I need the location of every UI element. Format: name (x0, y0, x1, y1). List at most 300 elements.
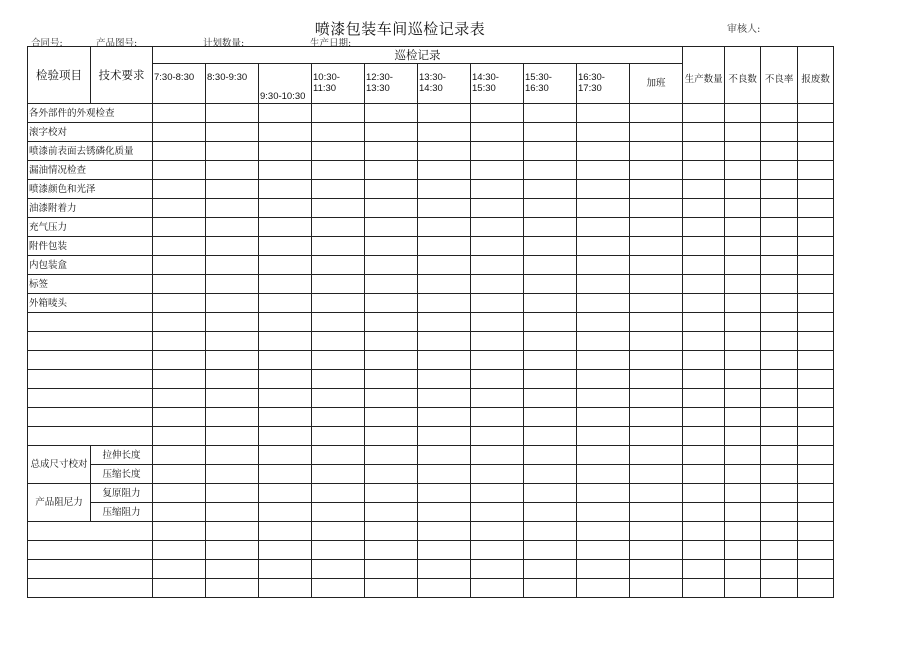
record-cell[interactable] (798, 313, 834, 332)
record-cell[interactable] (418, 123, 471, 142)
record-cell[interactable] (153, 427, 206, 446)
record-cell[interactable] (725, 522, 761, 541)
record-cell[interactable] (471, 104, 524, 123)
record-cell[interactable] (577, 256, 630, 275)
record-cell[interactable] (418, 465, 471, 484)
record-cell[interactable] (365, 579, 418, 598)
record-cell[interactable] (259, 370, 312, 389)
record-cell[interactable] (683, 560, 725, 579)
record-cell[interactable] (683, 503, 725, 522)
record-cell[interactable] (798, 484, 834, 503)
record-cell[interactable] (365, 275, 418, 294)
record-cell[interactable] (259, 142, 312, 161)
record-cell[interactable] (577, 389, 630, 408)
record-cell[interactable] (365, 142, 418, 161)
record-cell[interactable] (577, 351, 630, 370)
record-cell[interactable] (312, 541, 365, 560)
record-cell[interactable] (418, 446, 471, 465)
record-cell[interactable] (206, 408, 259, 427)
record-cell[interactable] (418, 313, 471, 332)
record-cell[interactable] (206, 503, 259, 522)
record-cell[interactable] (683, 142, 725, 161)
record-cell[interactable] (683, 294, 725, 313)
record-cell[interactable] (683, 161, 725, 180)
record-cell[interactable] (206, 332, 259, 351)
record-cell[interactable] (798, 218, 834, 237)
record-cell[interactable] (761, 199, 798, 218)
record-cell[interactable] (312, 503, 365, 522)
record-cell[interactable] (524, 541, 577, 560)
record-cell[interactable] (312, 275, 365, 294)
record-cell[interactable] (418, 484, 471, 503)
record-cell[interactable] (259, 465, 312, 484)
record-cell[interactable] (312, 313, 365, 332)
record-cell[interactable] (524, 256, 577, 275)
record-cell[interactable] (206, 180, 259, 199)
record-cell[interactable] (418, 237, 471, 256)
record-cell[interactable] (798, 104, 834, 123)
record-cell[interactable] (471, 541, 524, 560)
record-cell[interactable] (365, 541, 418, 560)
record-cell[interactable] (312, 256, 365, 275)
record-cell[interactable] (761, 256, 798, 275)
record-cell[interactable] (259, 237, 312, 256)
record-cell[interactable] (312, 351, 365, 370)
record-cell[interactable] (798, 199, 834, 218)
record-cell[interactable] (798, 522, 834, 541)
record-cell[interactable] (725, 294, 761, 313)
record-cell[interactable] (798, 541, 834, 560)
record-cell[interactable] (761, 370, 798, 389)
record-cell[interactable] (683, 389, 725, 408)
record-cell[interactable] (630, 161, 683, 180)
inspection-item-label[interactable] (28, 579, 153, 598)
record-cell[interactable] (206, 579, 259, 598)
record-cell[interactable] (259, 446, 312, 465)
record-cell[interactable] (259, 408, 312, 427)
record-cell[interactable] (206, 313, 259, 332)
record-cell[interactable] (630, 123, 683, 142)
record-cell[interactable] (153, 408, 206, 427)
record-cell[interactable] (683, 541, 725, 560)
record-cell[interactable] (312, 560, 365, 579)
record-cell[interactable] (524, 427, 577, 446)
record-cell[interactable] (153, 142, 206, 161)
record-cell[interactable] (683, 579, 725, 598)
record-cell[interactable] (725, 313, 761, 332)
record-cell[interactable] (153, 522, 206, 541)
record-cell[interactable] (524, 199, 577, 218)
record-cell[interactable] (761, 351, 798, 370)
record-cell[interactable] (206, 275, 259, 294)
inspection-item-label[interactable] (28, 313, 153, 332)
record-cell[interactable] (683, 408, 725, 427)
record-cell[interactable] (630, 180, 683, 199)
record-cell[interactable] (524, 389, 577, 408)
record-cell[interactable] (683, 199, 725, 218)
record-cell[interactable] (577, 484, 630, 503)
record-cell[interactable] (471, 579, 524, 598)
record-cell[interactable] (312, 370, 365, 389)
record-cell[interactable] (761, 161, 798, 180)
record-cell[interactable] (725, 256, 761, 275)
record-cell[interactable] (418, 522, 471, 541)
record-cell[interactable] (577, 180, 630, 199)
record-cell[interactable] (524, 351, 577, 370)
record-cell[interactable] (153, 218, 206, 237)
record-cell[interactable] (725, 370, 761, 389)
record-cell[interactable] (683, 180, 725, 199)
record-cell[interactable] (725, 465, 761, 484)
record-cell[interactable] (365, 294, 418, 313)
record-cell[interactable] (761, 275, 798, 294)
record-cell[interactable] (312, 427, 365, 446)
record-cell[interactable] (259, 199, 312, 218)
record-cell[interactable] (418, 104, 471, 123)
record-cell[interactable] (725, 560, 761, 579)
record-cell[interactable] (153, 465, 206, 484)
record-cell[interactable] (418, 180, 471, 199)
inspection-item-label[interactable] (28, 427, 153, 446)
record-cell[interactable] (725, 408, 761, 427)
record-cell[interactable] (524, 484, 577, 503)
record-cell[interactable] (761, 560, 798, 579)
record-cell[interactable] (418, 541, 471, 560)
record-cell[interactable] (725, 446, 761, 465)
record-cell[interactable] (418, 370, 471, 389)
record-cell[interactable] (798, 446, 834, 465)
record-cell[interactable] (798, 142, 834, 161)
record-cell[interactable] (312, 218, 365, 237)
record-cell[interactable] (153, 161, 206, 180)
record-cell[interactable] (259, 218, 312, 237)
record-cell[interactable] (524, 218, 577, 237)
record-cell[interactable] (683, 446, 725, 465)
record-cell[interactable] (471, 313, 524, 332)
record-cell[interactable] (577, 503, 630, 522)
record-cell[interactable] (259, 484, 312, 503)
record-cell[interactable] (798, 351, 834, 370)
record-cell[interactable] (725, 351, 761, 370)
record-cell[interactable] (725, 541, 761, 560)
record-cell[interactable] (524, 503, 577, 522)
record-cell[interactable] (761, 408, 798, 427)
record-cell[interactable] (798, 294, 834, 313)
record-cell[interactable] (206, 351, 259, 370)
record-cell[interactable] (524, 370, 577, 389)
record-cell[interactable] (761, 389, 798, 408)
record-cell[interactable] (259, 389, 312, 408)
record-cell[interactable] (418, 427, 471, 446)
record-cell[interactable] (761, 313, 798, 332)
record-cell[interactable] (630, 370, 683, 389)
record-cell[interactable] (365, 427, 418, 446)
record-cell[interactable] (365, 237, 418, 256)
record-cell[interactable] (365, 180, 418, 199)
record-cell[interactable] (153, 256, 206, 275)
record-cell[interactable] (471, 351, 524, 370)
record-cell[interactable] (683, 313, 725, 332)
record-cell[interactable] (365, 465, 418, 484)
record-cell[interactable] (761, 218, 798, 237)
record-cell[interactable] (365, 332, 418, 351)
record-cell[interactable] (725, 484, 761, 503)
record-cell[interactable] (471, 560, 524, 579)
record-cell[interactable] (577, 142, 630, 161)
record-cell[interactable] (153, 180, 206, 199)
record-cell[interactable] (630, 199, 683, 218)
record-cell[interactable] (365, 199, 418, 218)
record-cell[interactable] (471, 503, 524, 522)
record-cell[interactable] (798, 256, 834, 275)
record-cell[interactable] (725, 142, 761, 161)
record-cell[interactable] (524, 408, 577, 427)
record-cell[interactable] (798, 465, 834, 484)
record-cell[interactable] (259, 256, 312, 275)
record-cell[interactable] (683, 484, 725, 503)
record-cell[interactable] (577, 199, 630, 218)
record-cell[interactable] (365, 218, 418, 237)
record-cell[interactable] (471, 294, 524, 313)
record-cell[interactable] (577, 560, 630, 579)
record-cell[interactable] (630, 427, 683, 446)
record-cell[interactable] (577, 465, 630, 484)
record-cell[interactable] (761, 484, 798, 503)
record-cell[interactable] (206, 370, 259, 389)
record-cell[interactable] (312, 579, 365, 598)
record-cell[interactable] (577, 408, 630, 427)
record-cell[interactable] (259, 522, 312, 541)
record-cell[interactable] (153, 446, 206, 465)
record-cell[interactable] (630, 294, 683, 313)
record-cell[interactable] (761, 579, 798, 598)
record-cell[interactable] (259, 313, 312, 332)
record-cell[interactable] (259, 579, 312, 598)
record-cell[interactable] (206, 199, 259, 218)
record-cell[interactable] (798, 579, 834, 598)
record-cell[interactable] (365, 256, 418, 275)
record-cell[interactable] (206, 256, 259, 275)
record-cell[interactable] (206, 104, 259, 123)
record-cell[interactable] (418, 294, 471, 313)
record-cell[interactable] (630, 313, 683, 332)
inspection-item-label[interactable] (28, 370, 153, 389)
record-cell[interactable] (418, 161, 471, 180)
record-cell[interactable] (312, 465, 365, 484)
record-cell[interactable] (312, 389, 365, 408)
record-cell[interactable] (577, 370, 630, 389)
record-cell[interactable] (761, 427, 798, 446)
record-cell[interactable] (577, 123, 630, 142)
record-cell[interactable] (312, 408, 365, 427)
record-cell[interactable] (725, 123, 761, 142)
record-cell[interactable] (153, 294, 206, 313)
record-cell[interactable] (577, 275, 630, 294)
inspection-item-label[interactable] (28, 332, 153, 351)
inspection-item-label[interactable] (28, 351, 153, 370)
record-cell[interactable] (725, 427, 761, 446)
record-cell[interactable] (471, 427, 524, 446)
record-cell[interactable] (312, 294, 365, 313)
record-cell[interactable] (471, 465, 524, 484)
record-cell[interactable] (418, 351, 471, 370)
record-cell[interactable] (259, 294, 312, 313)
record-cell[interactable] (418, 256, 471, 275)
record-cell[interactable] (798, 123, 834, 142)
record-cell[interactable] (761, 332, 798, 351)
record-cell[interactable] (471, 199, 524, 218)
record-cell[interactable] (471, 123, 524, 142)
record-cell[interactable] (365, 351, 418, 370)
record-cell[interactable] (418, 199, 471, 218)
record-cell[interactable] (524, 522, 577, 541)
record-cell[interactable] (259, 275, 312, 294)
record-cell[interactable] (761, 503, 798, 522)
record-cell[interactable] (577, 237, 630, 256)
record-cell[interactable] (153, 560, 206, 579)
record-cell[interactable] (259, 427, 312, 446)
record-cell[interactable] (206, 161, 259, 180)
record-cell[interactable] (683, 370, 725, 389)
record-cell[interactable] (577, 104, 630, 123)
record-cell[interactable] (365, 161, 418, 180)
record-cell[interactable] (798, 503, 834, 522)
record-cell[interactable] (683, 256, 725, 275)
inspection-item-label[interactable] (28, 560, 153, 579)
record-cell[interactable] (683, 332, 725, 351)
record-cell[interactable] (577, 161, 630, 180)
record-cell[interactable] (471, 161, 524, 180)
record-cell[interactable] (577, 294, 630, 313)
record-cell[interactable] (418, 579, 471, 598)
record-cell[interactable] (153, 332, 206, 351)
record-cell[interactable] (761, 104, 798, 123)
inspection-item-label[interactable] (28, 389, 153, 408)
record-cell[interactable] (524, 465, 577, 484)
record-cell[interactable] (312, 237, 365, 256)
record-cell[interactable] (577, 541, 630, 560)
record-cell[interactable] (312, 522, 365, 541)
record-cell[interactable] (259, 104, 312, 123)
record-cell[interactable] (365, 408, 418, 427)
record-cell[interactable] (630, 503, 683, 522)
record-cell[interactable] (312, 199, 365, 218)
record-cell[interactable] (630, 560, 683, 579)
record-cell[interactable] (683, 465, 725, 484)
record-cell[interactable] (683, 237, 725, 256)
record-cell[interactable] (725, 180, 761, 199)
record-cell[interactable] (761, 465, 798, 484)
record-cell[interactable] (418, 560, 471, 579)
record-cell[interactable] (630, 484, 683, 503)
record-cell[interactable] (206, 522, 259, 541)
record-cell[interactable] (630, 522, 683, 541)
record-cell[interactable] (761, 142, 798, 161)
record-cell[interactable] (683, 104, 725, 123)
record-cell[interactable] (206, 123, 259, 142)
record-cell[interactable] (259, 161, 312, 180)
record-cell[interactable] (471, 484, 524, 503)
record-cell[interactable] (725, 199, 761, 218)
record-cell[interactable] (524, 142, 577, 161)
record-cell[interactable] (630, 351, 683, 370)
record-cell[interactable] (312, 446, 365, 465)
record-cell[interactable] (577, 313, 630, 332)
record-cell[interactable] (630, 332, 683, 351)
record-cell[interactable] (798, 427, 834, 446)
record-cell[interactable] (683, 427, 725, 446)
record-cell[interactable] (798, 560, 834, 579)
record-cell[interactable] (798, 389, 834, 408)
record-cell[interactable] (365, 389, 418, 408)
record-cell[interactable] (798, 275, 834, 294)
record-cell[interactable] (153, 389, 206, 408)
record-cell[interactable] (761, 237, 798, 256)
record-cell[interactable] (365, 313, 418, 332)
record-cell[interactable] (683, 123, 725, 142)
record-cell[interactable] (761, 294, 798, 313)
record-cell[interactable] (153, 237, 206, 256)
record-cell[interactable] (418, 142, 471, 161)
record-cell[interactable] (524, 560, 577, 579)
inspection-item-label[interactable] (28, 408, 153, 427)
record-cell[interactable] (206, 427, 259, 446)
record-cell[interactable] (206, 446, 259, 465)
record-cell[interactable] (365, 560, 418, 579)
record-cell[interactable] (630, 446, 683, 465)
record-cell[interactable] (798, 408, 834, 427)
record-cell[interactable] (630, 218, 683, 237)
record-cell[interactable] (471, 237, 524, 256)
record-cell[interactable] (683, 522, 725, 541)
record-cell[interactable] (471, 389, 524, 408)
record-cell[interactable] (524, 237, 577, 256)
record-cell[interactable] (206, 237, 259, 256)
record-cell[interactable] (630, 465, 683, 484)
record-cell[interactable] (761, 123, 798, 142)
record-cell[interactable] (630, 275, 683, 294)
record-cell[interactable] (630, 237, 683, 256)
record-cell[interactable] (471, 142, 524, 161)
record-cell[interactable] (471, 218, 524, 237)
record-cell[interactable] (153, 123, 206, 142)
record-cell[interactable] (725, 237, 761, 256)
record-cell[interactable] (725, 104, 761, 123)
record-cell[interactable] (312, 484, 365, 503)
inspection-item-label[interactable] (28, 522, 153, 541)
record-cell[interactable] (153, 351, 206, 370)
record-cell[interactable] (471, 275, 524, 294)
record-cell[interactable] (524, 161, 577, 180)
record-cell[interactable] (153, 541, 206, 560)
record-cell[interactable] (471, 256, 524, 275)
record-cell[interactable] (259, 560, 312, 579)
record-cell[interactable] (683, 275, 725, 294)
record-cell[interactable] (577, 522, 630, 541)
record-cell[interactable] (418, 275, 471, 294)
record-cell[interactable] (761, 180, 798, 199)
record-cell[interactable] (524, 104, 577, 123)
record-cell[interactable] (725, 332, 761, 351)
record-cell[interactable] (725, 275, 761, 294)
record-cell[interactable] (524, 123, 577, 142)
record-cell[interactable] (630, 541, 683, 560)
record-cell[interactable] (418, 503, 471, 522)
record-cell[interactable] (206, 294, 259, 313)
record-cell[interactable] (418, 408, 471, 427)
record-cell[interactable] (577, 218, 630, 237)
record-cell[interactable] (312, 161, 365, 180)
